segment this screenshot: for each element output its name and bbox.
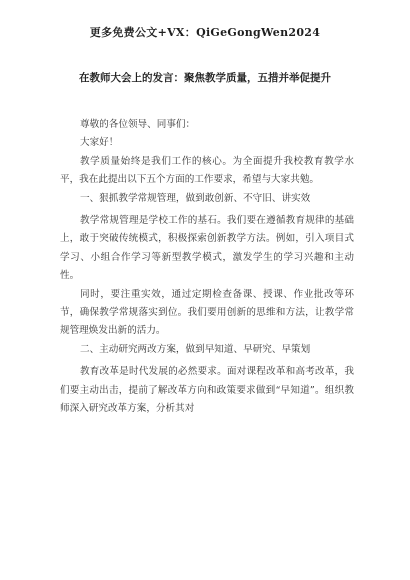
- salutation: 尊敬的各位领导、同事们：: [80, 119, 196, 130]
- body-paragraph: 教育改革是时代发展的必然要求。面对课程改革和高考改革，我们要主动出击，提前了解改革方向和政策要求做到“早知道”。组织教师深入研究改革方案，分析其对: [60, 366, 354, 415]
- greeting: 大家好！: [80, 137, 119, 149]
- section-heading: 一、狠抓教学常规管理，做到敢创新、不守旧、讲实效: [80, 192, 311, 204]
- body-paragraph: 同时，要注重实效，通过定期检查备课、授课、作业批改等环节，确保教学常规落实到位。我们要用创新的思维和方法，让教学常规管理焕发出新的活力。: [60, 288, 354, 337]
- body-paragraph: 教学质量始终是我们工作的核心。为全面提升我校教育教学水平，我在此提出以下五个方面的工作要求，希望与大家共勉。: [60, 155, 354, 186]
- section-heading: 二、主动研究两改方案，做到早知道、早研究、早策划: [80, 343, 311, 355]
- document-body: [60, 116, 354, 419]
- document-header: 更多免费公文+VX：QiGeGongWen2024: [89, 26, 321, 39]
- body-paragraph: 教学常规管理是学校工作的基石。我们要在遵循教育规律的基础上，敢于突破传统模式，积极探索创新教学方法。例如，引入项目式学习、小组合作学习等新型教学模式，激发学生的学习兴趣和主动性。: [60, 215, 354, 282]
- document-title: 在教师大会上的发言：聚焦教学质量，五措并举促提升: [79, 72, 331, 84]
